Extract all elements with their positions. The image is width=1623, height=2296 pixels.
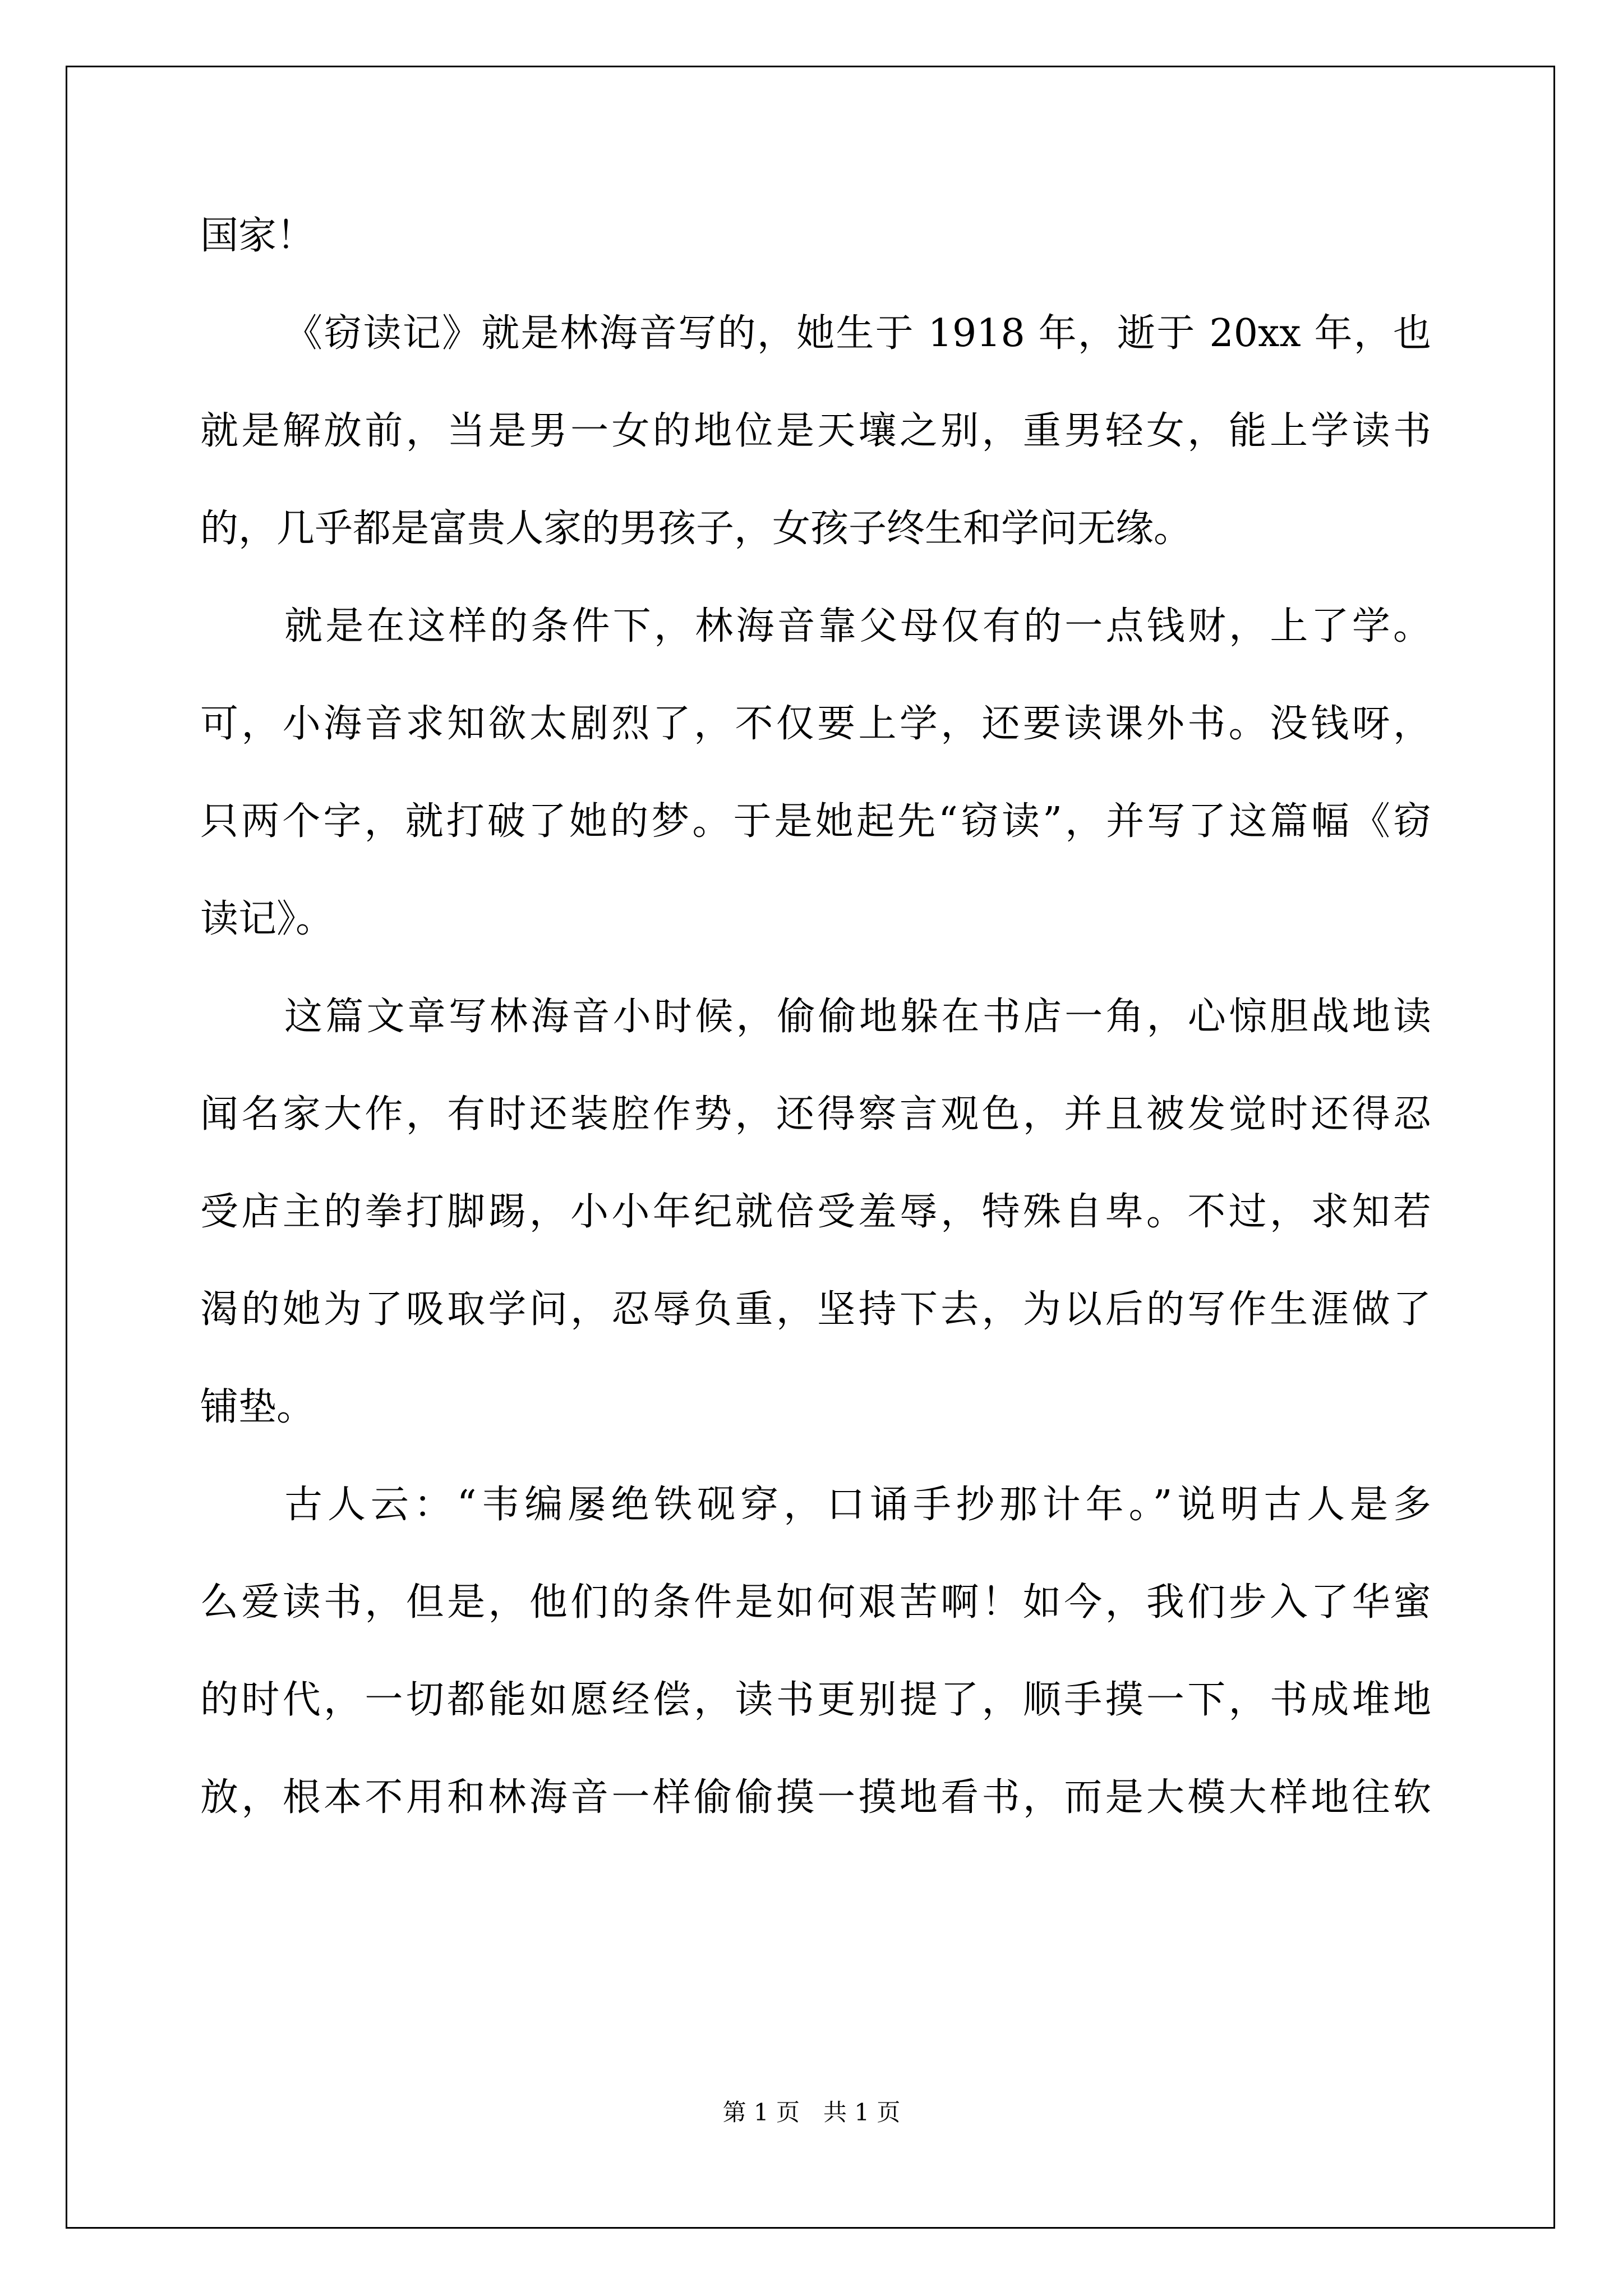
body-line: 读记》。 bbox=[200, 897, 334, 941]
body-line: 可，小海音求知欲太剧烈了，不仅要上学，还要读课外书。没钱呀， bbox=[200, 702, 1431, 746]
body-line: 渴的她为了吸取学问，忍辱负重，坚持下去，为以后的写作生涯做了 bbox=[200, 1287, 1431, 1332]
body-line: 国家！ bbox=[200, 214, 315, 258]
body-line: 古人云：“韦编屡绝铁砚穿，口诵手抄那计年。”说明古人是多 bbox=[284, 1483, 1431, 1527]
body-line: 只两个字，就打破了她的梦。于是她起先“窃读”，并写了这篇幅《窃 bbox=[200, 799, 1431, 844]
body-line: 《窃读记》就是林海音写的，她生于 1918 年，逝于 20xx 年，也 bbox=[284, 311, 1431, 356]
body-line: 的，几乎都是富贵人家的男孩子，女孩子终生和学问无缘。 bbox=[200, 507, 1192, 551]
body-line: 放，根本不用和林海音一样偷偷摸一摸地看书，而是大模大样地往软 bbox=[200, 1775, 1431, 1820]
body-line: 的时代，一切都能如愿经偿，读书更别提了，顺手摸一下，书成堆地 bbox=[200, 1678, 1431, 1722]
body-line: 就是解放前，当是男一女的地位是天壤之别，重男轻女，能上学读书 bbox=[200, 409, 1431, 453]
body-line: 这篇文章写林海音小时候，偷偷地躲在书店一角，心惊胆战地读 bbox=[284, 995, 1431, 1039]
page-footer: 第 1 页 共 1 页 bbox=[722, 2099, 901, 2126]
document-body bbox=[200, 214, 1431, 1876]
body-line: 铺垫。 bbox=[200, 1385, 315, 1429]
body-line: 闻名家大作，有时还装腔作势，还得察言观色，并且被发觉时还得忍 bbox=[200, 1092, 1431, 1137]
body-line: 就是在这样的条件下，林海音靠父母仅有的一点钱财，上了学。 bbox=[284, 604, 1431, 648]
body-line: 么爱读书，但是，他们的条件是如何艰苦啊！如今，我们步入了华蜜 bbox=[200, 1580, 1431, 1625]
body-line: 受店主的拳打脚踢，小小年纪就倍受羞辱，特殊自卑。不过，求知若 bbox=[200, 1190, 1431, 1234]
